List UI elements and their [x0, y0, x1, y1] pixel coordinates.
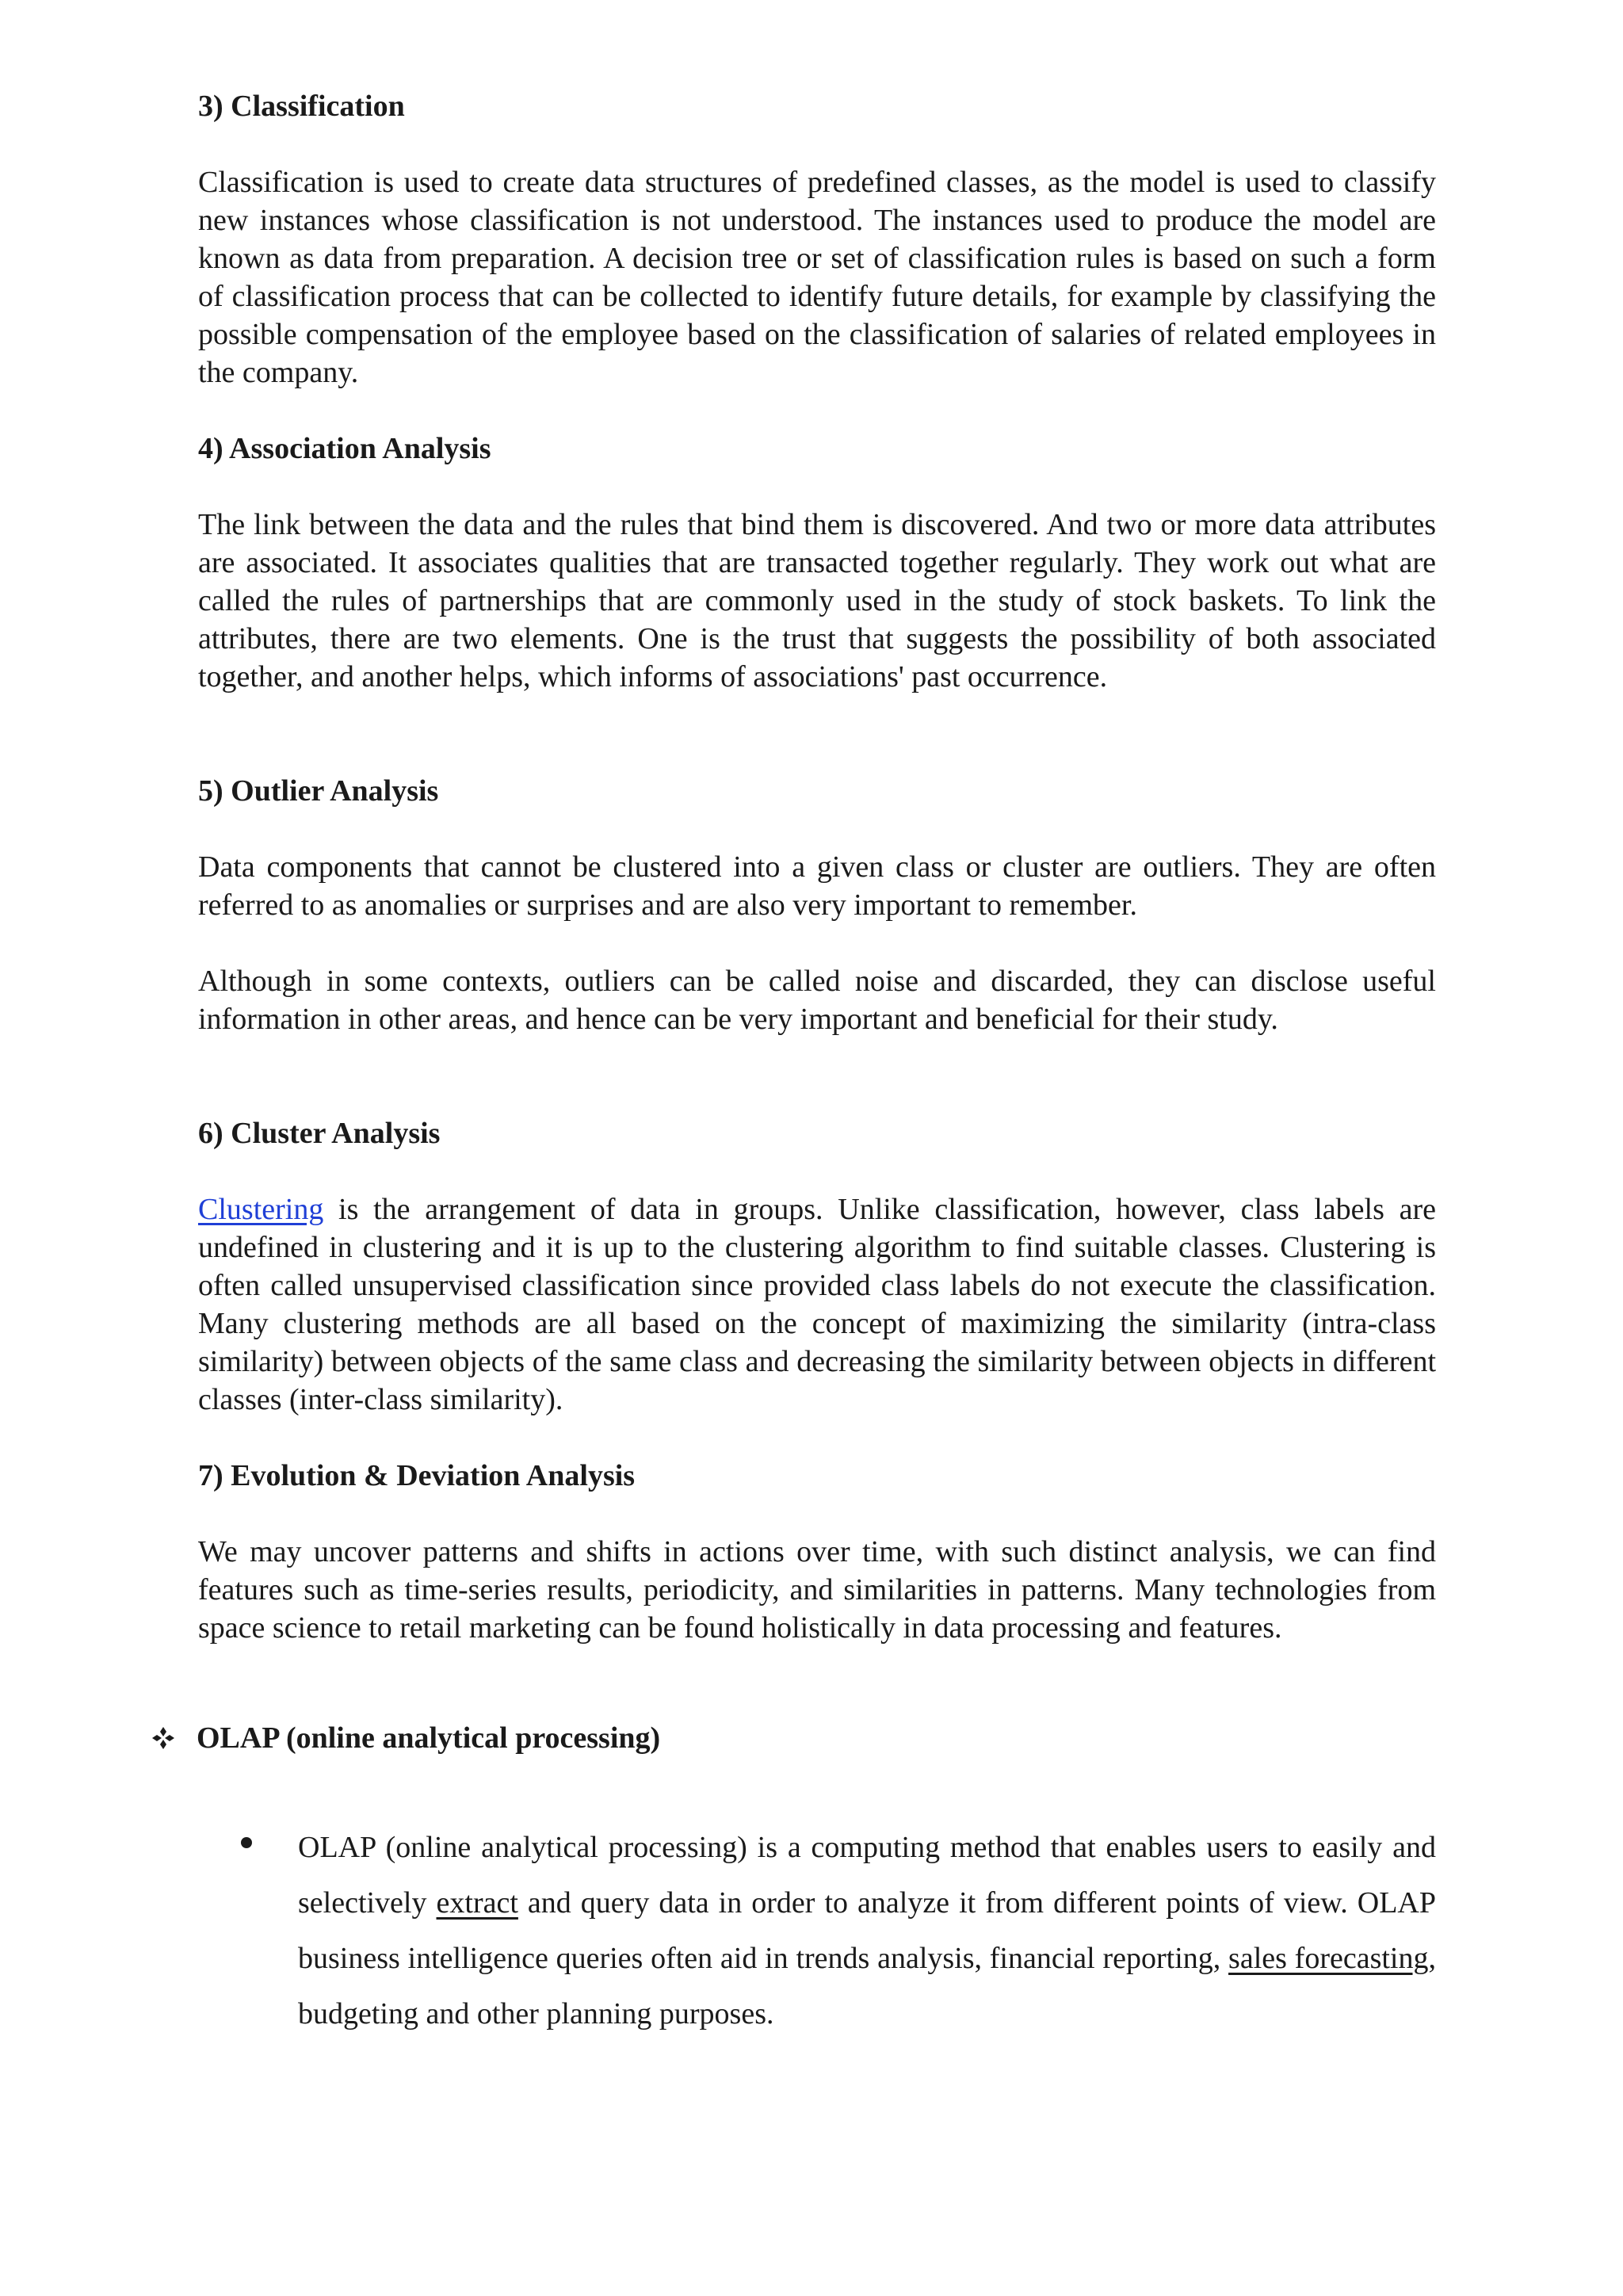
olap-list-item: [247, 1820, 1436, 2042]
bullet-dot-icon: [241, 1837, 252, 1848]
olap-text-part: and query data in order to analyze it from different points of view. OLAP business intelligence queries often aid in trends analysis, financial reporting,: [298, 1886, 1437, 1975]
paragraph: Classification is used to create data structures of predefined classes, as the model is used to classify new instances whose classification is not understood. The instances used to produce the model are known as data from preparation. A decision tree or set of classification rules is based on such a form of classification process that can be collected to identify future details, for example by classifying the possible compensation of the employee based on the classification of salaries of related employees in the company.: [198, 166, 1436, 389]
section-heading: 6) Cluster Analysis: [198, 1117, 441, 1150]
association-body: [198, 506, 1436, 696]
paragraph: Data components that cannot be clustered into a given class or cluster are outliers. They are often referred to as anomalies or surprises and are also very important to remember.: [198, 850, 1436, 922]
classification-body: [198, 163, 1436, 392]
extract-link[interactable]: extract: [436, 1886, 518, 1920]
olap-heading-text: OLAP (online analytical processing): [197, 1721, 661, 1755]
paragraph: The link between the data and the rules that bind them is discovered. And two or more data attributes are associated. It associates qualities that are transacted together regularly. They work out what are called the rules of partnerships that are commonly used in the study of stock baskets. To link the attributes, there are two elements. One is the trust that suggests the possibility of both associated together, and another helps, which informs of associations' past occurrence.: [198, 508, 1436, 693]
section-heading: 5) Outlier Analysis: [198, 774, 439, 808]
olap-text-part: OLAP (online analytical processing) is a computing method that enables users to easily and selectively: [298, 1831, 1436, 1920]
four-diamond-bullet-icon: [151, 1725, 176, 1751]
section-heading: 3) Classification: [198, 90, 405, 123]
section-association-analysis: [198, 429, 1436, 468]
section-outlier-analysis: [198, 771, 1436, 811]
sales-forecasting-link[interactable]: sales forecasting: [1228, 1942, 1429, 1975]
clustering-link[interactable]: Clustering: [198, 1193, 324, 1226]
cluster-body: [198, 1190, 1436, 1419]
section-evolution-deviation: [198, 1456, 1436, 1496]
evolution-body: [198, 1533, 1436, 1647]
olap-paragraph: [298, 1820, 1436, 2042]
section-heading: 7) Evolution & Deviation Analysis: [198, 1459, 636, 1492]
outlier-body-2: [198, 962, 1436, 1038]
paragraph: We may uncover patterns and shifts in actions over time, with such distinct analysis, we can find features such as time-series results, periodicity, and similarities in patterns. Many technologies from space science to retail marketing can be found holistically in data processing and features.: [198, 1535, 1436, 1645]
olap-text-part: , budgeting and other planning purposes.: [298, 1942, 1436, 2030]
section-cluster-analysis: [198, 1114, 1436, 1153]
outlier-body-1: [198, 848, 1436, 924]
section-classification: [198, 86, 1436, 126]
olap-heading: [151, 1718, 1419, 1758]
paragraph: Although in some contexts, outliers can be called noise and discarded, they can disclose useful information in other areas, and hence can be very important and beneficial for their study.: [198, 965, 1436, 1036]
section-heading: 4) Association Analysis: [198, 432, 491, 465]
paragraph: [198, 1190, 1436, 1419]
paragraph-text: is the arrangement of data in groups. Unlike classification, however, class labels are undefined in clustering and it is up to the clustering algorithm to find suitable classes. Clustering is often called unsupervised classification since provided class labels do not execute the classification. Many clustering methods are all based on the concept of maximizing the similarity (intra-class similarity) between objects of the same class and decreasing the similarity between objects in different classes (inter-class similarity).: [198, 1193, 1436, 1416]
